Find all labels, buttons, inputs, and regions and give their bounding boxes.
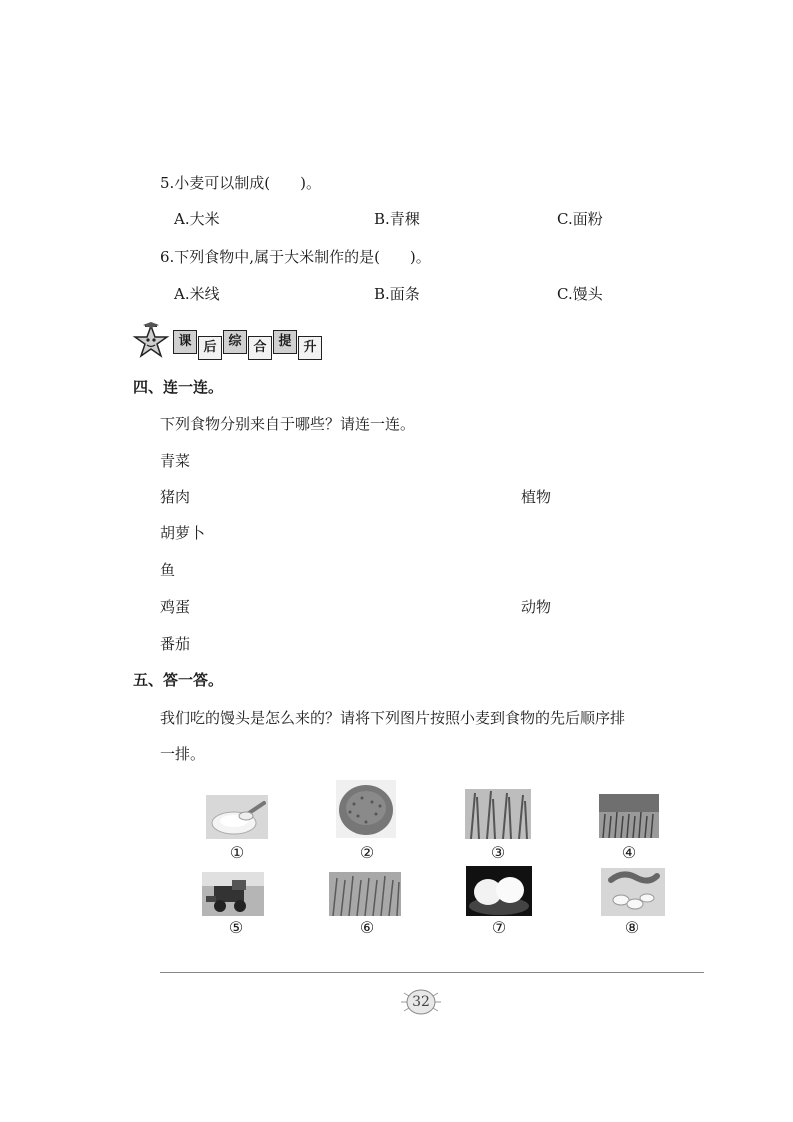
harvester-icon: [202, 872, 264, 916]
section-banner: [131, 322, 331, 362]
picture-label: ⑥: [359, 918, 375, 937]
page-number: 32: [412, 994, 430, 1010]
section-4-instruction: 下列食物分别来自于哪些？请连一连。: [160, 415, 416, 433]
picture-label: ②: [359, 843, 375, 862]
question-6-option-c: C.馒头: [557, 285, 603, 303]
category-plant: 植物: [521, 488, 552, 506]
picture-label: ⑦: [491, 918, 507, 937]
footer-divider: [160, 972, 704, 973]
steamed-buns-icon: [466, 866, 532, 916]
banner-char-3: 综: [223, 330, 247, 354]
food-item: 猪肉: [160, 488, 191, 506]
banner-char-1: 课: [173, 330, 197, 354]
food-item: 青菜: [160, 452, 191, 470]
category-animal: 动物: [521, 598, 552, 616]
banner-char-2: 后: [198, 336, 222, 360]
food-item: 胡萝卜: [160, 524, 206, 542]
question-6-option-a: A.米线: [174, 285, 220, 303]
dough-making-icon: [601, 868, 665, 916]
question-6-option-b: B.面条: [374, 285, 420, 303]
banner-char-5: 提: [273, 330, 297, 354]
picture-label: ⑧: [624, 918, 640, 937]
wheat-field-icon: [599, 794, 659, 838]
star-mascot-icon: [131, 322, 171, 362]
picture-label: ①: [229, 843, 245, 862]
section-5-instruction-line2: 一排。: [160, 745, 206, 763]
question-5-option-b: B.青稞: [374, 210, 420, 228]
question-6-stem: 6.下列食物中,属于大米制作的是( )。: [160, 248, 431, 266]
green-wheat-icon: [329, 872, 401, 916]
picture-label: ④: [621, 843, 637, 862]
page-number-badge: [397, 987, 445, 1017]
section-5-instruction-line1: 我们吃的馒头是怎么来的？请将下列图片按照小麦到食物的先后顺序排: [160, 709, 626, 727]
question-5-option-a: A.大米: [174, 210, 220, 228]
food-item: 鱼: [160, 561, 176, 579]
picture-label: ⑤: [228, 918, 244, 937]
banner-char-4: 合: [248, 336, 272, 360]
food-item: 鸡蛋: [160, 598, 191, 616]
wheat-seedling-icon: [465, 789, 531, 839]
section-4-heading: 四、连一连。: [133, 378, 224, 396]
wheat-grain-pile-icon: [336, 780, 396, 838]
section-5-heading: 五、答一答。: [133, 671, 224, 689]
question-5-stem: 5.小麦可以制成( )。: [160, 174, 322, 192]
picture-label: ③: [490, 843, 506, 862]
food-item: 番茄: [160, 635, 191, 653]
banner-char-6: 升: [298, 336, 322, 360]
flour-icon: [206, 795, 268, 839]
question-5-option-c: C.面粉: [557, 210, 603, 228]
